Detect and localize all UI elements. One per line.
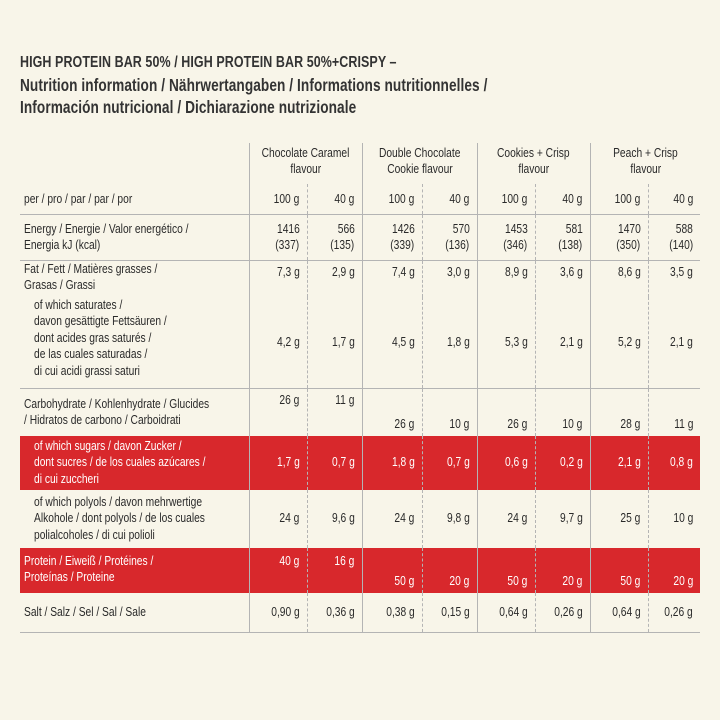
cell-value: 566 (135) xyxy=(307,214,362,260)
cell-value: 10 g xyxy=(648,490,700,548)
cell-value: 1,8 g xyxy=(422,297,477,389)
cell-value: 0,26 g xyxy=(535,593,590,633)
table-row-salt xyxy=(20,593,700,633)
cell-value: 40 g xyxy=(648,184,700,214)
cell-value: 24 g xyxy=(249,490,307,548)
cell-value: 100 g xyxy=(590,184,648,214)
cell-value: 1470 (350) xyxy=(590,214,648,260)
cell-value: 20 g xyxy=(648,548,700,593)
cell-value: 24 g xyxy=(362,490,422,548)
table-row-saturates xyxy=(20,297,700,389)
cell-value: 0,90 g xyxy=(249,593,307,633)
cell-value: 100 g xyxy=(249,184,307,214)
table-row-carbohydrate xyxy=(20,389,700,436)
cell-value: 5,3 g xyxy=(477,297,535,389)
title-line-2: Nutrition information / Nährwertangaben / Informations nutritionnelles / xyxy=(20,75,488,95)
cell-value: 7,4 g xyxy=(362,260,422,297)
cell-value: 40 g xyxy=(535,184,590,214)
cell-value: 26 g xyxy=(249,389,307,436)
cell-value: 25 g xyxy=(590,490,648,548)
cell-value: 10 g xyxy=(422,389,477,436)
cell-value: 16 g xyxy=(307,548,362,593)
cell-value: 1,7 g xyxy=(249,436,307,490)
page-title xyxy=(20,52,558,118)
cell-value: 8,9 g xyxy=(477,260,535,297)
cell-value: 9,8 g xyxy=(422,490,477,548)
table-row-sugars xyxy=(20,436,700,490)
flavour-header-double-chocolate: Double Chocolate Cookie flavour xyxy=(362,143,477,184)
cell-value: 40 g xyxy=(249,548,307,593)
cell-value: 11 g xyxy=(307,389,362,436)
cell-value: 3,0 g xyxy=(422,260,477,297)
cell-value: 2,1 g xyxy=(535,297,590,389)
cell-value: 4,5 g xyxy=(362,297,422,389)
title-line-3: Información nutricional / Dichiarazione nutrizionale xyxy=(20,97,357,117)
cell-value: 11 g xyxy=(648,389,700,436)
cell-value: 0,26 g xyxy=(648,593,700,633)
cell-value: 2,1 g xyxy=(648,297,700,389)
cell-value: 9,7 g xyxy=(535,490,590,548)
cell-value: 5,2 g xyxy=(590,297,648,389)
header-spacer xyxy=(20,143,249,184)
cell-value: 7,3 g xyxy=(249,260,307,297)
cell-value: 1416 (337) xyxy=(249,214,307,260)
cell-value: 1,8 g xyxy=(362,436,422,490)
cell-value: 100 g xyxy=(477,184,535,214)
cell-value: 40 g xyxy=(422,184,477,214)
flavour-header-chocolate-caramel: Chocolate Caramel flavour xyxy=(249,143,362,184)
cell-value: 26 g xyxy=(477,389,535,436)
cell-value: 100 g xyxy=(362,184,422,214)
cell-value: 0,64 g xyxy=(590,593,648,633)
cell-value: 0,38 g xyxy=(362,593,422,633)
row-label-polyols: of which polyols / davon mehrwertige Alkohole / dont polyols / de los cuales polialcoholes / di cui polioli xyxy=(34,494,205,542)
cell-value: 2,1 g xyxy=(590,436,648,490)
cell-value: 10 g xyxy=(535,389,590,436)
cell-value: 50 g xyxy=(590,548,648,593)
cell-value: 0,8 g xyxy=(648,436,700,490)
cell-value: 28 g xyxy=(590,389,648,436)
cell-value: 0,7 g xyxy=(422,436,477,490)
table-row-polyols xyxy=(20,490,700,548)
cell-value: 570 (136) xyxy=(422,214,477,260)
cell-value: 4,2 g xyxy=(249,297,307,389)
row-label-protein: Protein / Eiweiß / Protéines / Proteínas / Proteine xyxy=(20,548,249,593)
cell-value: 1426 (339) xyxy=(362,214,422,260)
table-row-per xyxy=(20,184,700,214)
cell-value: 24 g xyxy=(477,490,535,548)
cell-value: 0,2 g xyxy=(535,436,590,490)
cell-value: 1,7 g xyxy=(307,297,362,389)
cell-value: 9,6 g xyxy=(307,490,362,548)
row-label-carbohydrate: Carbohydrate / Kohlenhydrate / Glucides / Hidratos de carbono / Carboidrati xyxy=(24,396,210,428)
cell-value: 581 (138) xyxy=(535,214,590,260)
row-label-energy: Energy / Energie / Valor energético / Energia kJ (kcal) xyxy=(20,214,249,260)
row-label-per: per / pro / par / par / por xyxy=(20,184,249,214)
table-row-energy xyxy=(20,214,700,260)
cell-value: 26 g xyxy=(362,389,422,436)
cell-value: 20 g xyxy=(422,548,477,593)
flavour-header-row xyxy=(20,143,700,184)
cell-value: 2,9 g xyxy=(307,260,362,297)
cell-value: 0,6 g xyxy=(477,436,535,490)
table-row-protein xyxy=(20,548,700,593)
title-line-1: HIGH PROTEIN BAR 50% / HIGH PROTEIN BAR 50%+CRISPY – xyxy=(20,54,397,71)
row-label-fat: Fat / Fett / Matières grasses / Grasas / Grassi xyxy=(24,261,158,292)
cell-value: 50 g xyxy=(477,548,535,593)
cell-value: 3,6 g xyxy=(535,260,590,297)
flavour-header-cookies-crisp: Cookies + Crisp flavour xyxy=(477,143,590,184)
cell-value: 0,36 g xyxy=(307,593,362,633)
cell-value: 588 (140) xyxy=(648,214,700,260)
cell-value: 1453 (346) xyxy=(477,214,535,260)
cell-value: 8,6 g xyxy=(590,260,648,297)
cell-value: 40 g xyxy=(307,184,362,214)
flavour-header-peach-crisp: Peach + Crisp flavour xyxy=(590,143,700,184)
row-label-saturates: of which saturates / davon gesättigte Fettsäuren / dont acides gras saturés / de las cuales saturadas / di cui acidi grassi saturi xyxy=(20,297,249,389)
row-label-sugars: of which sugars / davon Zucker / dont sucres / de los cuales azúcares / di cui zuccheri xyxy=(20,436,249,490)
row-label-salt: Salt / Salz / Sel / Sal / Sale xyxy=(20,593,249,633)
cell-value: 0,64 g xyxy=(477,593,535,633)
cell-value: 20 g xyxy=(535,548,590,593)
cell-value: 50 g xyxy=(362,548,422,593)
nutrition-table xyxy=(20,143,700,633)
table-row-fat xyxy=(20,260,700,297)
cell-value: 3,5 g xyxy=(648,260,700,297)
cell-value: 0,7 g xyxy=(307,436,362,490)
cell-value: 0,15 g xyxy=(422,593,477,633)
